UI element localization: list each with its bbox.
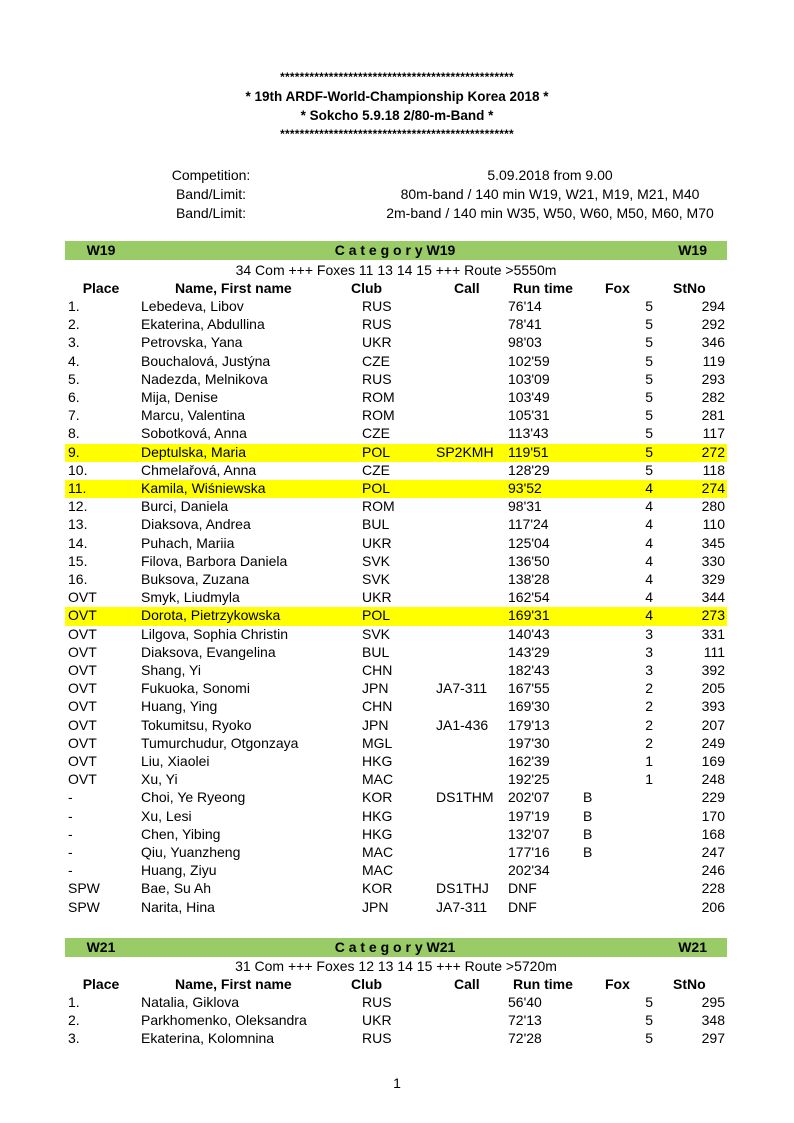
cell-run-time: 72'13 — [508, 1012, 542, 1029]
cell-fox: 4 — [645, 534, 653, 551]
cell-club: HKG — [362, 753, 393, 769]
cell-stno: 274 — [701, 480, 725, 496]
cell-fox: 2 — [645, 734, 653, 751]
cell-club: POL — [362, 443, 391, 460]
cell-fox: 4 — [645, 607, 653, 624]
cell-run-time: 202'34 — [508, 862, 550, 879]
col-name: Name, First name — [175, 280, 292, 296]
cell-stno: 228 — [701, 880, 725, 897]
cell-run-time: 162'39 — [508, 753, 550, 769]
category-info-w19: 34 Com +++ Foxes 11 13 14 15 +++ Route >5550m — [235, 262, 557, 278]
table-row — [65, 425, 727, 443]
cell-club: UKR — [362, 1012, 392, 1029]
cell-place: OVT — [68, 643, 97, 660]
cell-place: 3. — [68, 1030, 80, 1047]
table-row — [65, 753, 727, 771]
cell-call: SP2KMH — [436, 443, 494, 460]
table-row — [65, 735, 727, 753]
cell-run-time: 197'30 — [508, 734, 550, 751]
table-row — [65, 626, 727, 644]
cell-name: Chmelařová, Anna — [141, 461, 257, 478]
cell-fox: 5 — [645, 389, 653, 405]
col-name: Name, First name — [175, 976, 292, 992]
table-row — [65, 607, 727, 625]
cell-place: 14. — [68, 534, 88, 551]
table-row — [65, 662, 727, 680]
cell-name: Ekaterina, Kolomnina — [141, 1030, 275, 1047]
cell-name: Lilgova, Sophia Christin — [141, 625, 289, 642]
cell-place: SPW — [68, 880, 100, 897]
cell-run-time: DNF — [508, 898, 537, 915]
cell-name: Diaksova, Evangelina — [141, 643, 276, 660]
cell-stno: 293 — [701, 370, 725, 387]
table-row — [65, 480, 727, 498]
cell-name: Kamila, Wiśniewska — [141, 480, 266, 496]
cell-name: Xu, Yi — [141, 771, 178, 788]
col-place: Place — [82, 280, 120, 296]
cell-name: Sobotková, Anna — [141, 425, 247, 442]
cell-fox: 3 — [645, 643, 653, 660]
cell-name: Filova, Barbora Daniela — [141, 552, 288, 569]
cell-place: OVT — [68, 734, 97, 751]
cell-name: Narita, Hina — [141, 898, 215, 915]
cell-place: SPW — [68, 898, 100, 915]
cell-name: Marcu, Valentina — [141, 407, 246, 424]
cell-run-time: 113'43 — [508, 425, 549, 442]
col-stno: StNo — [673, 976, 706, 992]
col-fox: Fox — [605, 280, 630, 296]
cell-run-time: 143'29 — [508, 643, 550, 660]
cell-name: Tumurchudur, Otgonzaya — [141, 734, 299, 751]
column-header-row — [65, 976, 727, 994]
cell-stno: 170 — [701, 807, 725, 824]
cell-place: OVT — [68, 680, 97, 697]
cell-place: 11. — [68, 480, 87, 496]
cell-name: Fukuoka, Sonomi — [141, 680, 250, 697]
cell-fox: 5 — [645, 461, 653, 478]
cell-place: OVT — [68, 607, 97, 624]
cell-club: HKG — [362, 825, 393, 842]
category-label: C a t e g o r y W21 — [334, 939, 456, 955]
cell-stno: 272 — [701, 443, 725, 460]
table-row — [65, 571, 727, 589]
cell-run-time: 167'55 — [508, 680, 550, 697]
cell-stno: 297 — [701, 1030, 725, 1047]
cell-stno: 348 — [701, 1012, 725, 1029]
cell-run-time: 103'49 — [508, 389, 550, 405]
cell-name: Puhach, Mariia — [141, 534, 235, 551]
cell-run-time: 102'59 — [508, 352, 550, 369]
cell-name: Buksova, Zuzana — [141, 571, 250, 587]
table-row — [65, 880, 727, 898]
cell-fox: 4 — [645, 498, 653, 515]
cell-club: UKR — [362, 534, 392, 551]
table-row — [65, 498, 727, 516]
cell-run-time: 72'28 — [508, 1030, 542, 1047]
cell-club: RUS — [362, 316, 392, 333]
cell-name: Parkhomenko, Oleksandra — [141, 1012, 307, 1029]
cell-place: 15. — [68, 552, 88, 569]
category-code-left: W19 — [86, 242, 116, 258]
table-row — [65, 698, 727, 716]
cell-run-time: 136'50 — [508, 552, 550, 569]
cell-run-time: 132'07 — [508, 825, 550, 842]
cell-run-time: 179'13 — [508, 716, 550, 733]
cell-place: 4. — [68, 352, 80, 369]
table-row — [65, 553, 727, 571]
cell-run-time: 56'40 — [508, 994, 542, 1010]
cell-fox: 2 — [645, 716, 653, 733]
cell-club: UKR — [362, 589, 392, 606]
cell-call: JA7-311 — [436, 898, 488, 915]
cell-stno: 294 — [701, 298, 725, 314]
table-row — [65, 516, 727, 534]
cell-run-time: 78'41 — [508, 316, 542, 333]
cell-place: 10. — [68, 461, 88, 478]
cell-fox: 5 — [645, 994, 653, 1010]
cell-name: Ekaterina, Abdullina — [141, 316, 265, 333]
cell-name: Natalia, Giklova — [141, 994, 240, 1010]
cell-place: 9. — [68, 443, 80, 460]
cell-place: OVT — [68, 753, 97, 769]
cell-fox: 4 — [645, 589, 653, 606]
cell-club: JPN — [362, 898, 389, 915]
cell-name: Huang, Ziyu — [141, 862, 217, 879]
cell-run-time: 117'24 — [508, 516, 549, 533]
cell-place: OVT — [68, 698, 97, 715]
cell-club: RUS — [362, 994, 392, 1010]
cell-run-time: 169'30 — [508, 698, 550, 715]
info-value-band-80m: 80m-band / 140 min W19, W21, M19, M21, M40 — [400, 186, 700, 202]
cell-name: Qiu, Yuanzheng — [141, 844, 241, 860]
cell-club: RUS — [362, 298, 392, 314]
cell-place: 16. — [68, 571, 88, 587]
table-row — [65, 316, 727, 334]
table-row — [65, 844, 727, 862]
cell-club: JPN — [362, 716, 389, 733]
cell-stno: 169 — [701, 753, 725, 769]
table-row — [65, 808, 727, 826]
cell-fox: 5 — [645, 425, 653, 442]
cell-place: 13. — [68, 516, 88, 533]
col-call: Call — [454, 280, 480, 296]
table-row — [65, 353, 727, 371]
table-row — [65, 334, 727, 352]
info-label-band-80m: Band/Limit: — [175, 186, 247, 202]
cell-stno: 118 — [702, 461, 725, 478]
cell-run-time: 76'14 — [508, 298, 542, 314]
category-code-right: W19 — [678, 242, 707, 258]
cell-stno: 168 — [701, 825, 725, 842]
cell-fox: 2 — [645, 698, 653, 715]
cell-club: MAC — [362, 771, 394, 788]
cell-status-note: B — [583, 807, 593, 824]
table-row — [65, 771, 727, 789]
cell-name: Liu, Xiaolei — [141, 753, 210, 769]
cell-fox: 4 — [645, 516, 653, 533]
table-row — [65, 826, 727, 844]
table-row — [65, 298, 727, 316]
cell-name: Shang, Yi — [141, 662, 201, 678]
cell-run-time: 103'09 — [508, 370, 550, 387]
cell-run-time: 169'31 — [508, 607, 550, 624]
cell-run-time: 182'43 — [508, 662, 550, 678]
cell-name: Petrovska, Yana — [141, 334, 243, 351]
table-row — [65, 717, 727, 735]
cell-fox: 4 — [645, 480, 653, 496]
cell-name: Bae, Su Ah — [141, 880, 212, 897]
cell-stno: 248 — [701, 771, 725, 788]
cell-place: 7. — [68, 407, 80, 424]
cell-name: Xu, Lesi — [141, 807, 192, 824]
info-value-competition: 5.09.2018 from 9.00 — [487, 167, 613, 183]
cell-club: CZE — [362, 352, 390, 369]
cell-place: OVT — [68, 771, 97, 788]
cell-club: HKG — [362, 807, 393, 824]
cell-fox: 3 — [645, 662, 653, 678]
header-stars-bottom: ************************************************ — [280, 127, 514, 141]
cell-club: MAC — [362, 862, 394, 879]
cell-name: Diaksova, Andrea — [141, 516, 251, 533]
cell-fox: 4 — [645, 571, 653, 587]
table-row — [65, 862, 727, 880]
table-row — [65, 789, 727, 807]
category-band-w19 — [65, 241, 727, 260]
cell-place: OVT — [68, 662, 97, 678]
cell-run-time: DNF — [508, 880, 537, 897]
cell-place: - — [68, 789, 73, 806]
col-run-time: Run time — [513, 280, 573, 296]
cell-club: BUL — [362, 643, 390, 660]
cell-stno: 111 — [703, 643, 725, 660]
cell-club: CHN — [362, 662, 393, 678]
table-row — [65, 1030, 727, 1048]
cell-place: 8. — [68, 425, 80, 442]
cell-stno: 273 — [701, 607, 725, 624]
cell-call: JA1-436 — [436, 716, 489, 733]
cell-run-time: 138'28 — [508, 571, 550, 587]
cell-run-time: 177'16 — [508, 844, 550, 860]
table-row — [65, 899, 727, 917]
table-row — [65, 444, 727, 462]
page-subtitle: * Sokcho 5.9.18 2/80-m-Band * — [300, 108, 494, 123]
cell-fox: 5 — [645, 352, 653, 369]
cell-call: JA7-311 — [436, 680, 488, 697]
cell-club: JPN — [362, 680, 389, 697]
cell-run-time: 98'31 — [508, 498, 542, 515]
cell-run-time: 98'03 — [508, 334, 542, 351]
info-value-band-2m: 2m-band / 140 min W35, W50, W60, M50, M60, M70 — [386, 205, 714, 221]
cell-call: DS1THM — [436, 789, 494, 806]
col-club: Club — [351, 976, 383, 992]
cell-club: ROM — [362, 498, 395, 515]
cell-name: Dorota, Pietrzykowska — [141, 607, 281, 624]
cell-run-time: 192'25 — [508, 771, 550, 788]
cell-stno: 345 — [701, 534, 725, 551]
cell-club: POL — [362, 607, 391, 624]
cell-name: Tokumitsu, Ryoko — [141, 716, 252, 733]
col-run-time: Run time — [513, 976, 573, 992]
category-code-right: W21 — [678, 939, 707, 955]
cell-stno: 117 — [702, 425, 725, 442]
cell-stno: 280 — [701, 498, 725, 515]
cell-club: CZE — [362, 461, 390, 478]
cell-stno: 249 — [701, 734, 725, 751]
cell-club: BUL — [362, 516, 390, 533]
cell-name: Nadezda, Melnikova — [141, 370, 268, 387]
cell-club: KOR — [362, 880, 393, 897]
cell-place: 2. — [68, 316, 80, 333]
cell-stno: 330 — [701, 552, 725, 569]
cell-name: Bouchalová, Justýna — [141, 352, 271, 369]
cell-fox: 1 — [645, 771, 653, 788]
cell-stno: 229 — [701, 789, 725, 806]
cell-stno: 110 — [702, 516, 725, 533]
cell-place: 5. — [68, 370, 80, 387]
cell-club: KOR — [362, 789, 393, 806]
category-code-left: W21 — [86, 939, 116, 955]
cell-fox: 5 — [645, 334, 653, 351]
cell-run-time: 140'43 — [508, 625, 550, 642]
cell-club: MGL — [362, 734, 393, 751]
table-row — [65, 389, 727, 407]
cell-run-time: 128'29 — [508, 461, 550, 478]
table-row — [65, 535, 727, 553]
cell-stno: 205 — [701, 680, 725, 697]
cell-stno: 207 — [701, 716, 725, 733]
table-row — [65, 1012, 727, 1030]
info-label-band-2m: Band/Limit: — [175, 205, 247, 221]
category-band-w21 — [65, 938, 727, 957]
cell-fox: 5 — [645, 1012, 653, 1029]
cell-club: RUS — [362, 1030, 392, 1047]
cell-run-time: 197'19 — [508, 807, 550, 824]
cell-place: OVT — [68, 589, 97, 606]
cell-call: DS1THJ — [436, 880, 489, 897]
col-call: Call — [454, 976, 480, 992]
cell-place: OVT — [68, 625, 97, 642]
cell-run-time: 105'31 — [508, 407, 550, 424]
table-row — [65, 644, 727, 662]
cell-name: Lebedeva, Libov — [141, 298, 244, 314]
cell-fox: 3 — [645, 625, 653, 642]
cell-place: 1. — [68, 298, 80, 314]
cell-name: Chen, Yibing — [141, 825, 221, 842]
cell-place: - — [68, 807, 73, 824]
cell-club: SVK — [362, 625, 391, 642]
cell-name: Deptulska, Maria — [141, 443, 247, 460]
table-row — [65, 589, 727, 607]
cell-club: CHN — [362, 698, 393, 715]
cell-fox: 5 — [645, 298, 653, 314]
cell-club: SVK — [362, 571, 391, 587]
cell-run-time: 125'04 — [508, 534, 550, 551]
cell-club: ROM — [362, 389, 395, 405]
table-row — [65, 407, 727, 425]
cell-fox: 1 — [645, 753, 653, 769]
cell-status-note: B — [583, 789, 593, 806]
cell-club: RUS — [362, 370, 392, 387]
cell-place: OVT — [68, 716, 97, 733]
cell-fox: 5 — [645, 316, 653, 333]
cell-stno: 329 — [701, 571, 725, 587]
cell-stno: 393 — [701, 698, 725, 715]
cell-fox: 4 — [645, 552, 653, 569]
cell-stno: 292 — [701, 316, 725, 333]
cell-place: - — [68, 825, 73, 842]
cell-club: ROM — [362, 407, 395, 424]
cell-club: SVK — [362, 552, 391, 569]
cell-fox: 5 — [645, 443, 653, 460]
col-stno: StNo — [673, 280, 706, 296]
page-number: 1 — [393, 1075, 401, 1091]
cell-status-note: B — [583, 844, 593, 860]
category-label: C a t e g o r y W19 — [334, 242, 456, 258]
cell-stno: 119 — [702, 352, 725, 369]
cell-run-time: 162'54 — [508, 589, 550, 606]
table-row — [65, 680, 727, 698]
cell-stno: 281 — [701, 407, 725, 424]
cell-stno: 346 — [701, 334, 725, 351]
cell-stno: 247 — [701, 844, 725, 860]
cell-name: Choi, Ye Ryeong — [141, 789, 246, 806]
cell-club: POL — [362, 480, 391, 496]
cell-run-time: 119'51 — [508, 443, 549, 460]
cell-run-time: 93'52 — [508, 480, 542, 496]
table-row — [65, 994, 727, 1012]
cell-club: CZE — [362, 425, 390, 442]
cell-place: 12. — [68, 498, 88, 515]
cell-club: MAC — [362, 844, 394, 860]
cell-status-note: B — [583, 825, 593, 842]
cell-stno: 282 — [701, 389, 725, 405]
cell-stno: 295 — [701, 994, 725, 1010]
cell-stno: 206 — [701, 898, 725, 915]
category-info-w21: 31 Com +++ Foxes 12 13 14 15 +++ Route >5720m — [235, 958, 557, 974]
cell-stno: 344 — [701, 589, 725, 606]
info-label-competition: Competition: — [171, 167, 251, 183]
cell-name: Huang, Ying — [141, 698, 218, 715]
cell-stno: 392 — [701, 662, 725, 678]
cell-fox: 5 — [645, 1030, 653, 1047]
cell-fox: 2 — [645, 680, 653, 697]
cell-club: UKR — [362, 334, 392, 351]
cell-place: 1. — [68, 994, 80, 1010]
cell-place: 3. — [68, 334, 80, 351]
col-place: Place — [82, 976, 120, 992]
cell-stno: 246 — [701, 862, 725, 879]
cell-name: Mija, Denise — [141, 389, 219, 405]
table-row — [65, 462, 727, 480]
cell-place: - — [68, 844, 73, 860]
cell-name: Burci, Daniela — [141, 498, 229, 515]
cell-place: - — [68, 862, 73, 879]
cell-name: Smyk, Liudmyla — [141, 589, 240, 606]
col-club: Club — [351, 280, 383, 296]
table-row — [65, 371, 727, 389]
cell-place: 6. — [68, 389, 80, 405]
column-header-row — [65, 280, 727, 298]
cell-fox: 5 — [645, 370, 653, 387]
header-stars-top: ************************************************ — [280, 70, 514, 84]
cell-stno: 331 — [701, 625, 725, 642]
cell-place: 2. — [68, 1012, 80, 1029]
cell-fox: 5 — [645, 407, 653, 424]
cell-run-time: 202'07 — [508, 789, 550, 806]
page-title: * 19th ARDF-World-Championship Korea 2018 * — [245, 89, 549, 104]
col-fox: Fox — [605, 976, 630, 992]
